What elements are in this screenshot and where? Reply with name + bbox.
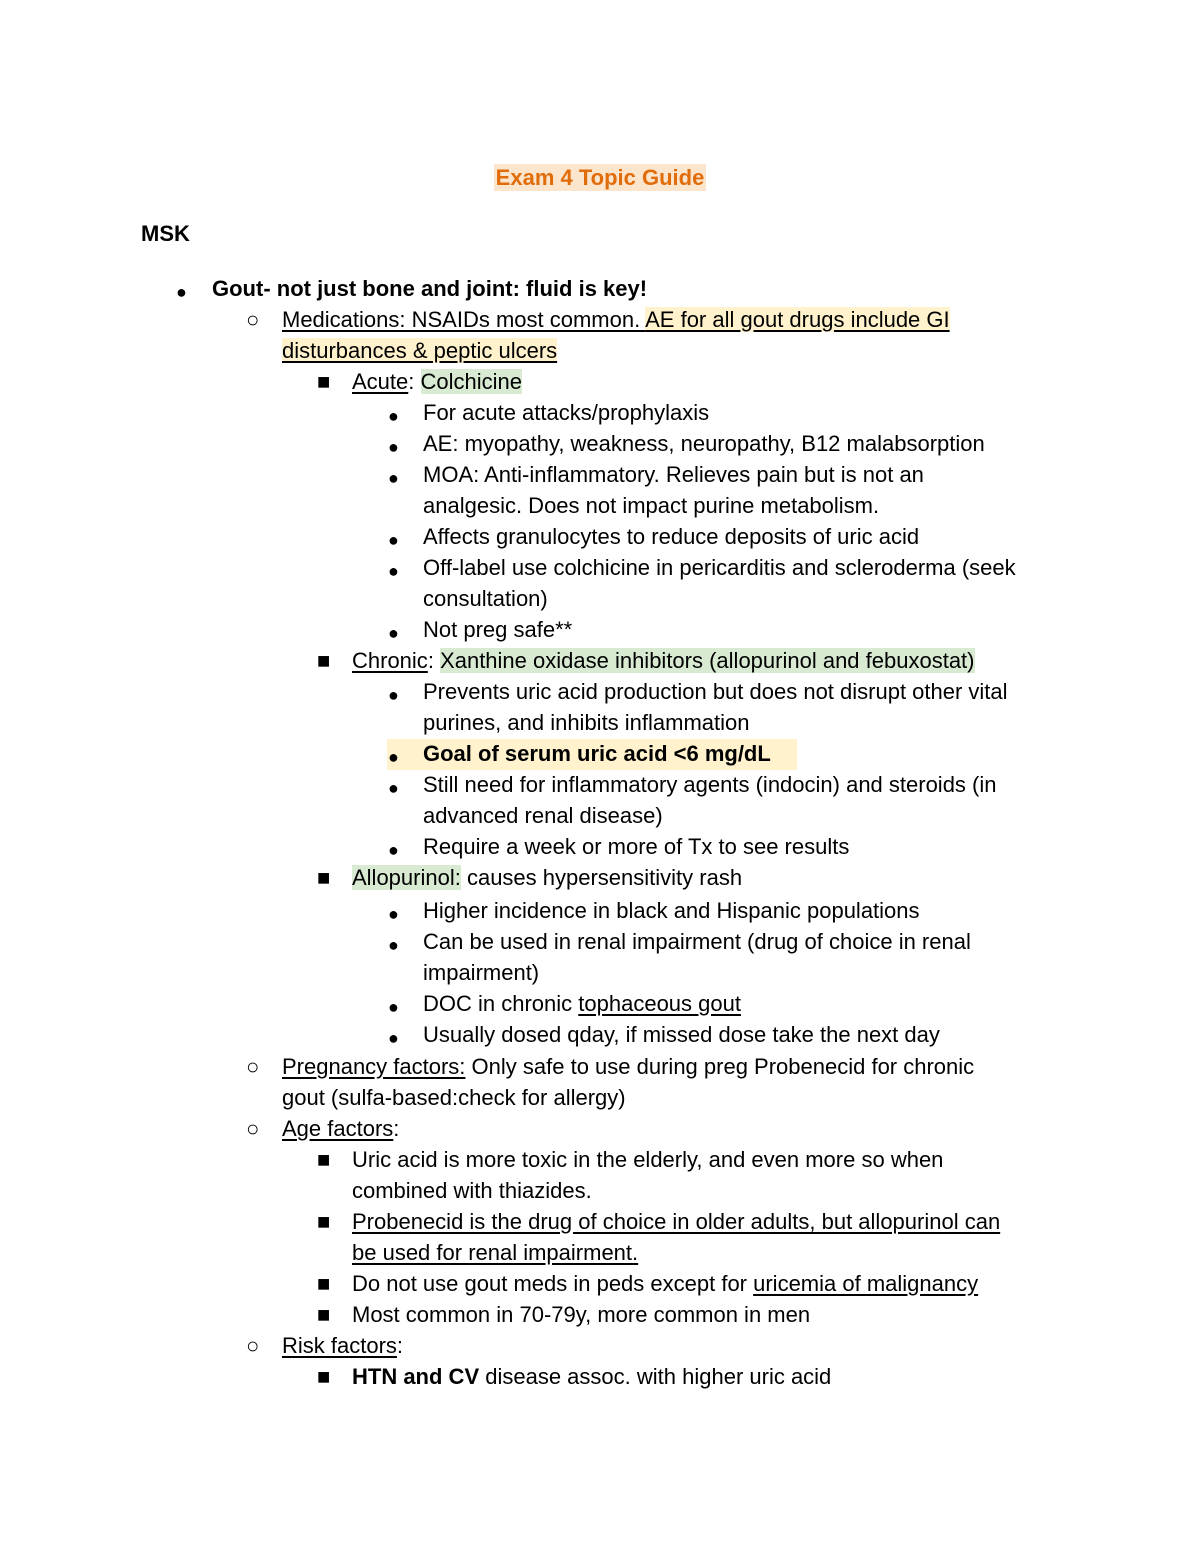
bullet-l3: ■ [317, 1364, 331, 1389]
bullet-l4: ● [388, 778, 399, 798]
risk-heading: Risk factors: [282, 1333, 404, 1358]
allopurinol-item-cont: impairment) [423, 960, 540, 985]
bullet-l2: ○ [246, 1054, 260, 1079]
medications-line-2: disturbances & peptic ulcers [282, 338, 558, 363]
risk-item: HTN and CV disease assoc. with higher uric acid [352, 1364, 832, 1389]
bullet-l3: ■ [317, 1302, 331, 1327]
age-item: Uric acid is more toxic in the elderly, and even more so when [352, 1147, 944, 1172]
bullet-l4: ● [388, 997, 399, 1017]
bullet-l4: ● [388, 685, 399, 705]
pregnancy-line: Pregnancy factors: Only safe to use during preg Probenecid for chronic [282, 1054, 975, 1079]
bullet-l3: ■ [317, 1147, 331, 1172]
bullet-l4: ● [388, 935, 399, 955]
acute-heading: Acute: Colchicine [352, 369, 522, 394]
bullet-l3: ■ [317, 865, 331, 890]
medications-line: Medications: NSAIDs most common. AE for all gout drugs include GI [282, 307, 950, 332]
bullet-l4: ● [388, 437, 399, 457]
age-item: Do not use gout meds in peds except for uricemia of malignancy [352, 1271, 979, 1296]
chronic-item: Still need for inflammatory agents (indocin) and steroids (in [423, 772, 997, 797]
uric-acid-goal: Goal of serum uric acid <6 mg/dL [423, 741, 771, 766]
allopurinol-item: Usually dosed qday, if missed dose take the next day [423, 1022, 940, 1047]
allopurinol-item: Higher incidence in black and Hispanic populations [423, 898, 920, 923]
age-item-cont: be used for renal impairment. [352, 1240, 639, 1265]
allopurinol-item: DOC in chronic tophaceous gout [423, 991, 741, 1016]
acute-item: For acute attacks/prophylaxis [423, 400, 710, 425]
acute-item-cont: consultation) [423, 586, 548, 611]
bullet-l4: ● [388, 1028, 399, 1048]
age-heading: Age factors: [282, 1116, 400, 1141]
acute-item: AE: myopathy, weakness, neuropathy, B12 malabsorption [423, 431, 985, 456]
bullet-l4: ● [388, 747, 399, 767]
chronic-item-cont: advanced renal disease) [423, 803, 663, 828]
bullet-l3: ■ [317, 1271, 331, 1296]
chronic-item: Require a week or more of Tx to see results [423, 834, 850, 859]
bullet-l4: ● [388, 530, 399, 550]
acute-item: Not preg safe** [423, 617, 573, 642]
chronic-item-cont: purines, and inhibits inflammation [423, 710, 750, 735]
bullet-l3: ■ [317, 1209, 331, 1234]
bullet-l2: ○ [246, 1116, 260, 1141]
bullet-l3: ■ [317, 648, 331, 673]
section-heading: MSK [141, 221, 190, 246]
acute-item: MOA: Anti-inflammatory. Relieves pain but is not an [423, 462, 924, 487]
bullet-l3: ■ [317, 369, 331, 394]
age-item: Probenecid is the drug of choice in older adults, but allopurinol can [352, 1209, 1001, 1234]
bullet-l4: ● [388, 468, 399, 488]
bullet-l4: ● [388, 561, 399, 581]
bullet-l4: ● [388, 904, 399, 924]
bullet-l2: ○ [246, 307, 260, 332]
gout-heading: Gout- not just bone and joint: fluid is key! [212, 276, 648, 301]
page-title: Exam 4 Topic Guide [495, 165, 705, 190]
acute-item: Affects granulocytes to reduce deposits of uric acid [423, 524, 920, 549]
age-item-cont: combined with thiazides. [352, 1178, 592, 1203]
bullet-l4: ● [388, 623, 399, 643]
bullet-l1: ● [176, 282, 187, 302]
acute-item: Off-label use colchicine in pericarditis and scleroderma (seek [423, 555, 1016, 580]
bullet-l4: ● [388, 840, 399, 860]
bullet-l2: ○ [246, 1333, 260, 1358]
allopurinol-heading: Allopurinol: causes hypersensitivity rash [352, 865, 743, 890]
age-item: Most common in 70-79y, more common in men [352, 1302, 811, 1327]
bullet-l4: ● [388, 406, 399, 426]
acute-item-cont: analgesic. Does not impact purine metabolism. [423, 493, 880, 518]
chronic-heading: Chronic: Xanthine oxidase inhibitors (allopurinol and febuxostat) [352, 648, 975, 673]
chronic-item: Prevents uric acid production but does not disrupt other vital [423, 679, 1008, 704]
pregnancy-line-2: gout (sulfa-based:check for allergy) [282, 1085, 626, 1110]
allopurinol-item: Can be used in renal impairment (drug of choice in renal [423, 929, 971, 954]
